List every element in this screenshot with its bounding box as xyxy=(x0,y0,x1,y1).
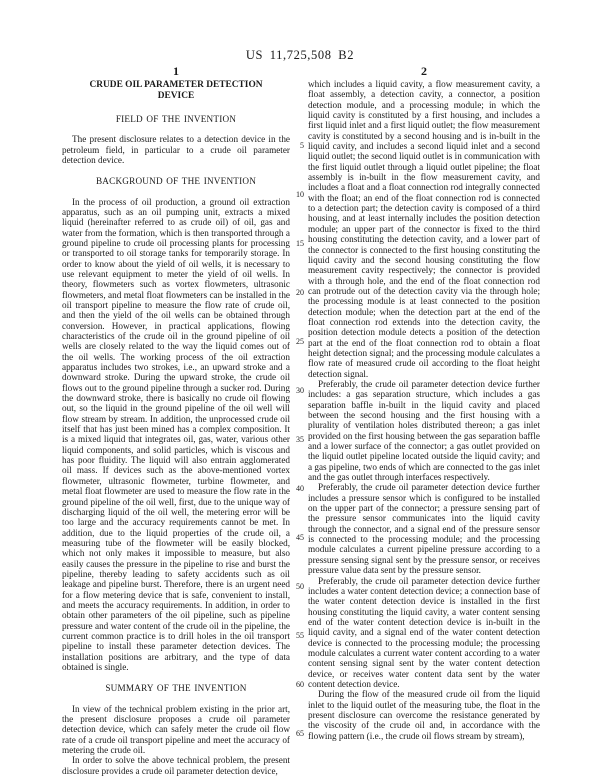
section-heading-background: BACKGROUND OF THE INVENTION xyxy=(95,176,257,187)
right-column xyxy=(308,79,540,741)
paragraph: In order to solve the above technical problem, the present disclosure provides a crude oil parameter detection device, xyxy=(62,755,290,776)
invention-title: CRUDE OIL PARAMETER DETECTION DEVICE xyxy=(89,80,263,102)
patent-number-header: US 11,725,508 B2 xyxy=(245,48,355,62)
line-number: 40 xyxy=(296,484,304,493)
paragraph: In view of the technical problem existing in the prior art, the present disclosure proposes a crude oil parameter detection device, which can safely meter the crude oil flow rate of a crude oil transport pipeline and meet the accuracy of metering the crude oil. xyxy=(62,703,290,756)
line-number: 60 xyxy=(296,680,304,689)
paragraph: In the process of oil production, a ground oil extraction apparatus, such as an oil pumping unit, extracts a mixed liquid (hereinafter referred to as crude oil) of oil, gas and water from the formation, which is then transported through a ground pipeline to crude oil processing plants for processing or transported to oil storage tanks for temporarily storage. In order to know about the yield of oil wells, it is necessary to use relevant equipment to meter the yield of oil wells. In theory, flowmeters such as vortex flowmeters, ultrasonic flowmeters, and metal float flowmeters can be installed in the oil transport pipeline to measure the flow rate of crude oil, and then the yield of the oil wells can be obtained through conversion. However, in practical applications, flowing characteristics of the crude oil in the ground pipeline of oil wells are closely related to the way the liquid comes out of the oil wells. The working process of the oil extraction apparatus includes two strokes, i.e., an upward stroke and a downward stroke. During the upward stroke, the crude oil flows out to the ground pipeline through a sucker rod. During the downward stroke, there is basically no crude oil flowing out, so the liquid in the ground pipeline of the oil well will flow stream by stream. In addition, the unprocessed crude oil itself that has just been mined has a complex composition. It is a mixed liquid that integrates oil, gas, water, various other liquid components, and solid particles, which is viscous and has poor fluidity. The liquid will also entrain agglomerated oil mass. If devices such as the above-mentioned vortex flowmeter, ultrasonic flowmeter, turbine flowmeter, and metal float flowmeter are used to measure the flow rate in the ground pipeline of the oil well, first, due to the unique way of discharging liquid of the oil well, the metering error will be too large and the accuracy requirements cannot be met. In addition, due to the liquid properties of the crude oil, a measuring tube of the flowmeter will be easily blocked, which not only makes it impossible to measure, but also easily causes the pressure in the pipeline to rise and burst the pipeline, thereby leading to safety accidents such as oil leakage and pipeline burst. Therefore, there is an urgent need for a flow metering device that is safe, convenient to install, and meets the accuracy requirements. In addition, in order to obtain other parameters of the oil pipeline, such as pipeline pressure and water content of the crude oil in the pipeline, the current common practice is to drill holes in the oil transport pipeline to install these parameter detection devices. The installation positions are arbitrary, and the type of data obtained is single. xyxy=(62,196,290,672)
line-number: 5 xyxy=(300,141,304,150)
paragraph: Preferably, the crude oil parameter detection device further includes a water content detection device; a connection base of the water content detection device is installed in the first housing constituting the liquid cavity, a water content sensing end of the water content detection device is in-built in the liquid cavity, and a signal end of the water content detection device is connected to the processing module; the processing module calculates a current water content according to a water content sensing signal sent by the water content detection device, or receives water content data sent by the water content detection device. xyxy=(308,575,540,689)
line-number: 10 xyxy=(296,190,304,199)
section-heading-summary: SUMMARY OF THE INVENTION xyxy=(105,683,247,694)
column-number-left: 1 xyxy=(173,64,179,78)
line-number: 65 xyxy=(296,729,304,738)
line-number: 45 xyxy=(296,533,304,542)
paragraph: Preferably, the crude oil parameter detection device further includes a pressure sensor which is configured to be installed on the upper part of the connector; a pressure sensing part of the pressure sensor communicates into the liquid cavity through the connector, and a signal end of the pressure sensor is connected to the processing module; and the processing module calculates a current pipeline pressure according to a pressure sensing signal sent by the pressure sensor, or receives pressure value data sent by the pressure sensor. xyxy=(308,482,540,576)
line-number: 20 xyxy=(296,288,304,297)
line-number: 50 xyxy=(296,582,304,591)
line-number: 25 xyxy=(296,337,304,346)
section-heading-field: FIELD OF THE INVENTION xyxy=(115,113,237,124)
line-number: 30 xyxy=(296,386,304,395)
line-number: 35 xyxy=(296,435,304,444)
line-number: 15 xyxy=(296,239,304,248)
paragraph: Preferably, the crude oil parameter detection device further includes: a gas separation structure, which includes a gas separation baffle in-built in the liquid cavity and placed between the second housing and the first housing with a plurality of ventilation holes distributed thereon; a gas inlet provided on the first housing between the gas separation baffle and a lower surface of the connector; a gas outlet provided on the liquid outlet pipeline located outside the liquid cavity; and a gas pipeline, two ends of which are connected to the gas inlet and the gas outlet through interfaces respectively. xyxy=(308,378,540,483)
left-column xyxy=(62,79,290,776)
paragraph: During the flow of the measured crude oil from the liquid inlet to the liquid outlet of the measuring tube, the float in the present disclosure can overcome the resistance generated by the viscosity of the crude oil and, in accordance with the flowing pattern (i.e., the crude oil flows stream by stream), xyxy=(308,689,540,741)
line-number: 55 xyxy=(296,631,304,640)
paragraph: which includes a liquid cavity, a flow measurement cavity, a float assembly, a detection cavity, a connector, a position detection module, and a processing module; in which the liquid cavity is constituted by a first housing, and includes a first liquid inlet and a first liquid outlet; the flow measurement cavity is constituted by a second housing and is in-built in the liquid cavity, and includes a second liquid inlet and a second liquid outlet; the second liquid outlet is in communication with the first liquid outlet through a liquid outlet pipeline; the float assembly is in-built in the flow measurement cavity, and includes a float and a float connection rod integrally connected with the float; an end of the float connection rod is connected to a detection part; the detection cavity is composed of a third housing, and at least internally includes the position detection module; an upper part of the connector is fixed to the third housing constituting the detection cavity, and a lower part of the connector is connected to the first housing constituting the liquid cavity and the second housing constituting the flow measurement cavity respectively; the connector is provided with a through hole, and the end of the float connection rod can protrude out of the detection cavity via the through hole; the processing module is at least connected to the position detection module; when the detection part at the end of the float connection rod extends into the detection cavity, the position detection module detects a position of the detection part at the end of the float connection rod to obtain a float height detection signal; and the processing module calculates a flow rate of measured crude oil according to the float height detection signal. xyxy=(308,79,540,379)
paragraph: The present disclosure relates to a detection device in the petroleum field, in particular to a crude oil parameter detection device. xyxy=(62,134,290,165)
column-number-right: 2 xyxy=(421,64,427,78)
gutter-line-numbers xyxy=(289,0,304,776)
